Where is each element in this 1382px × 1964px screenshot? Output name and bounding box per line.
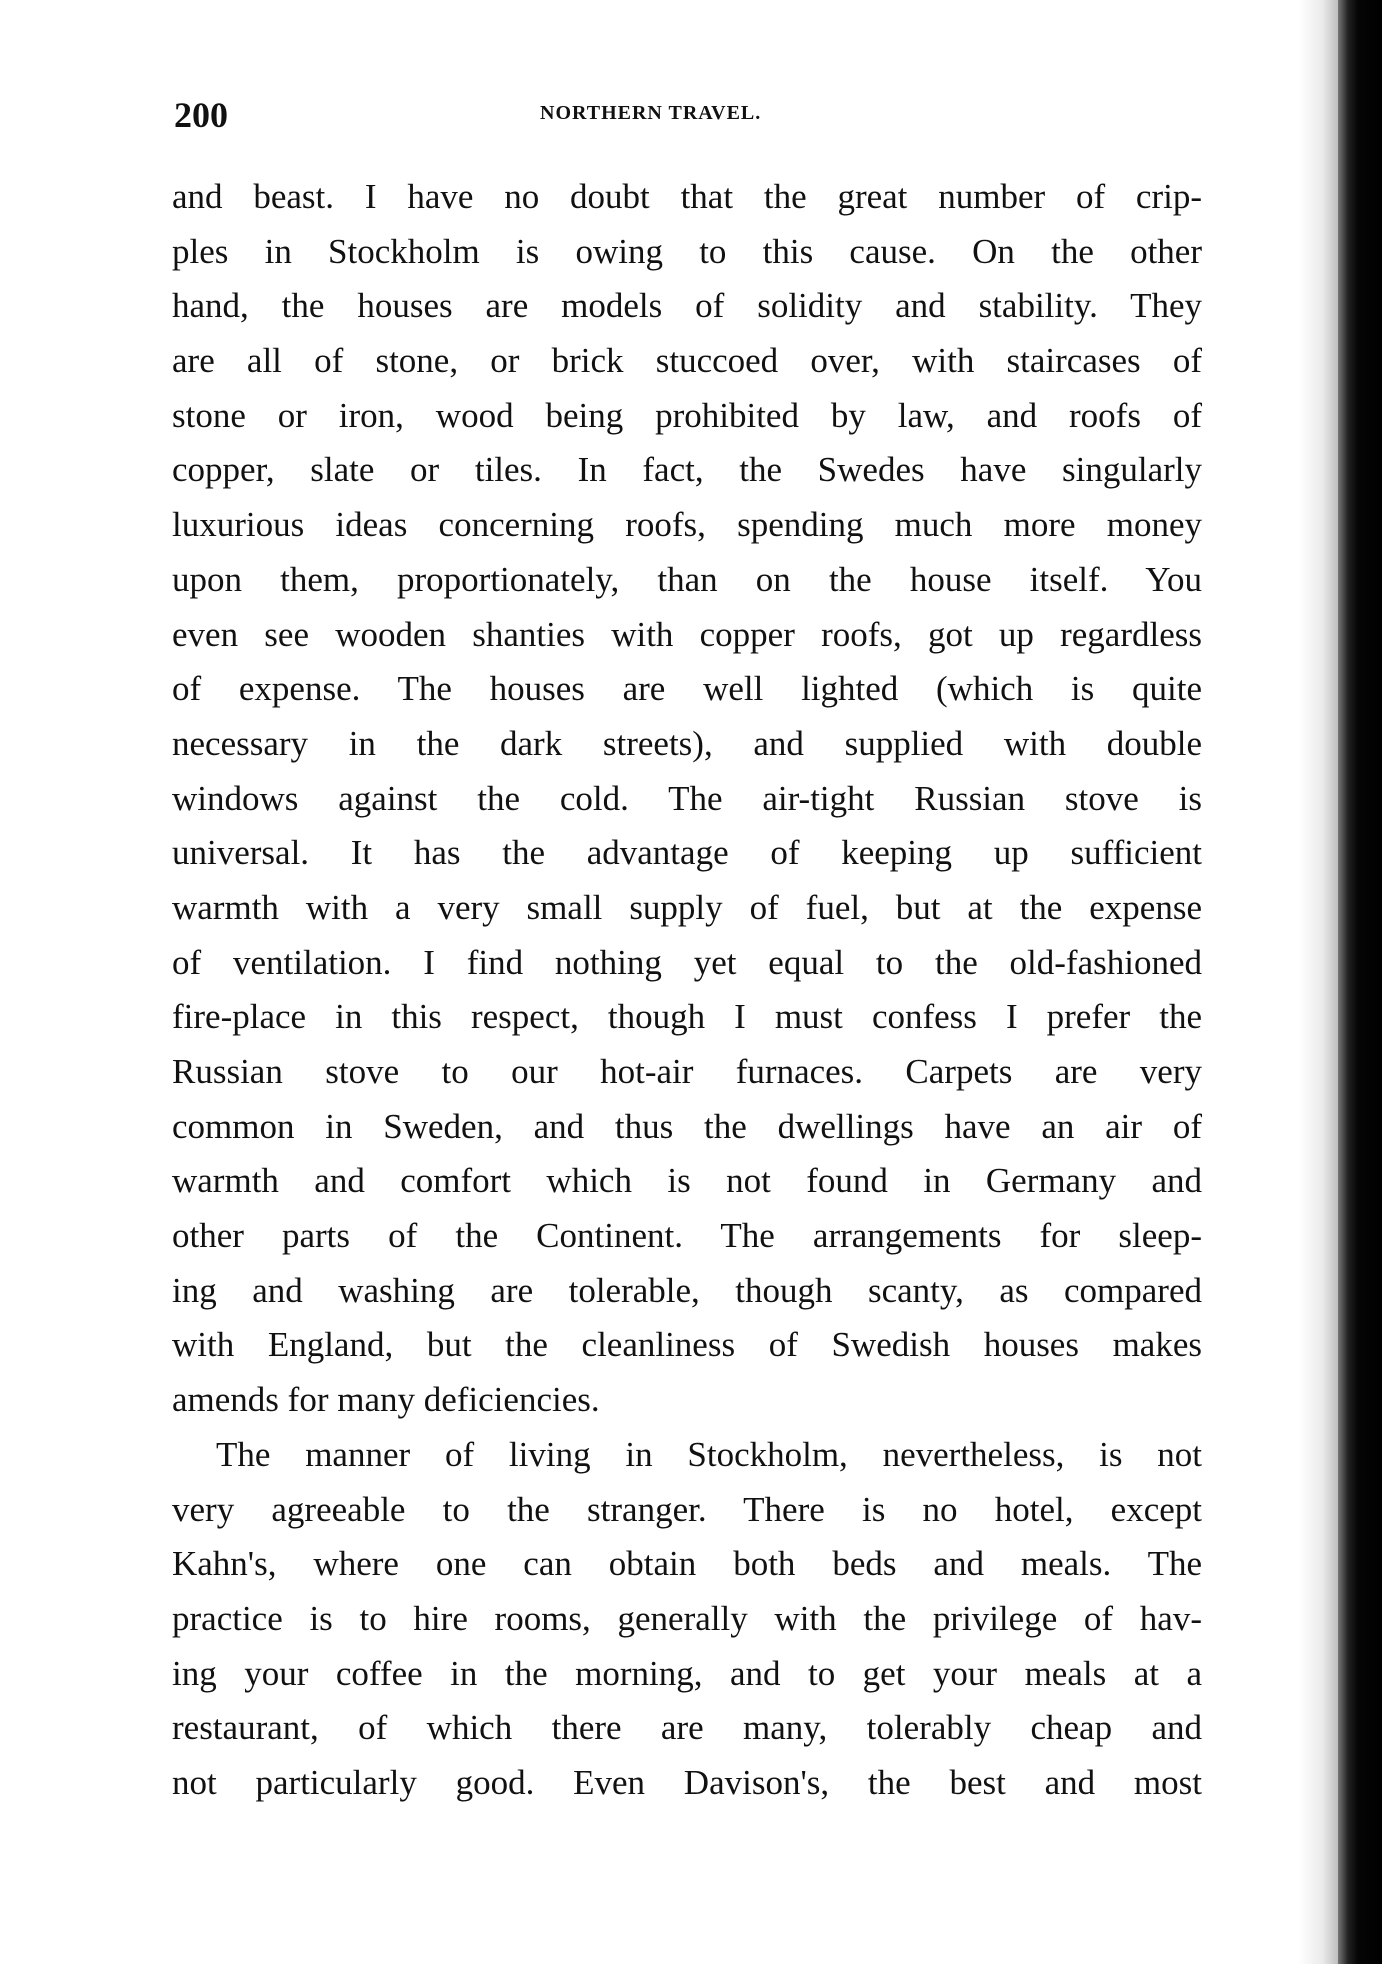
page-number: 200: [174, 95, 228, 135]
text-line: warmth and comfort which is not found in Germany and: [172, 1161, 1202, 1201]
text-line: very agreeable to the stranger. There is no hotel, except: [172, 1489, 1202, 1529]
text-line: common in Sweden, and thus the dwellings have an air of: [172, 1106, 1202, 1146]
running-title: NORTHERN TRAVEL.: [540, 102, 762, 124]
text-line: The manner of living in Stockholm, nevertheless, is not: [216, 1434, 1202, 1474]
text-line: and beast. I have no doubt that the great number of crip-: [172, 177, 1202, 216]
text-line: even see wooden shanties with copper roofs, got up regardless: [172, 614, 1202, 654]
text-line: stone or iron, wood being prohibited by law, and roofs of: [172, 395, 1202, 435]
text-line: upon them, proportionately, than on the house itself. You: [172, 559, 1202, 599]
text-line: luxurious ideas concerning roofs, spending much more money: [172, 505, 1202, 545]
text-line: Russian stove to our hot-air furnaces. Carpets are very: [172, 1052, 1202, 1091]
text-line: with England, but the cleanliness of Swedish houses makes: [172, 1325, 1202, 1365]
text-line: other parts of the Continent. The arrangements for sleep-: [172, 1216, 1202, 1256]
text-line: universal. It has the advantage of keeping up sufficient: [172, 833, 1202, 873]
text-line: of ventilation. I find nothing yet equal to the old-fashioned: [172, 942, 1202, 982]
text-line: are all of stone, or brick stuccoed over, with staircases of: [172, 341, 1202, 381]
text-line: warmth with a very small supply of fuel, but at the expense: [172, 887, 1202, 927]
text-line: of expense. The houses are well lighted (which is quite: [172, 669, 1202, 709]
binding-shadow: [1298, 0, 1338, 1964]
text-line: amends for many deficiencies.: [172, 1380, 600, 1420]
text-line: windows against the cold. The air-tight Russian stove is: [172, 778, 1202, 818]
book-binding-edge: [1338, 0, 1382, 1964]
text-line: practice is to hire rooms, generally with the privilege of hav-: [172, 1598, 1202, 1638]
text-line: fire-place in this respect, though I must confess I prefer the: [172, 997, 1202, 1037]
text-line: ing your coffee in the morning, and to get your meals at a: [172, 1653, 1202, 1693]
text-line: ples in Stockholm is owing to this cause. On the other: [172, 231, 1202, 271]
text-line: not particularly good. Even Davison's, the best and most: [172, 1762, 1202, 1802]
text-line: restaurant, of which there are many, tolerably cheap and: [172, 1708, 1202, 1748]
page-body: [172, 170, 1202, 1811]
text-line: copper, slate or tiles. In fact, the Swedes have singularly: [172, 450, 1202, 490]
text-line: Kahn's, where one can obtain both beds and meals. The: [172, 1544, 1202, 1584]
text-line: necessary in the dark streets), and supplied with double: [172, 723, 1202, 763]
text-line: ing and washing are tolerable, though scanty, as compared: [172, 1270, 1202, 1310]
text-line: hand, the houses are models of solidity and stability. They: [172, 286, 1202, 326]
